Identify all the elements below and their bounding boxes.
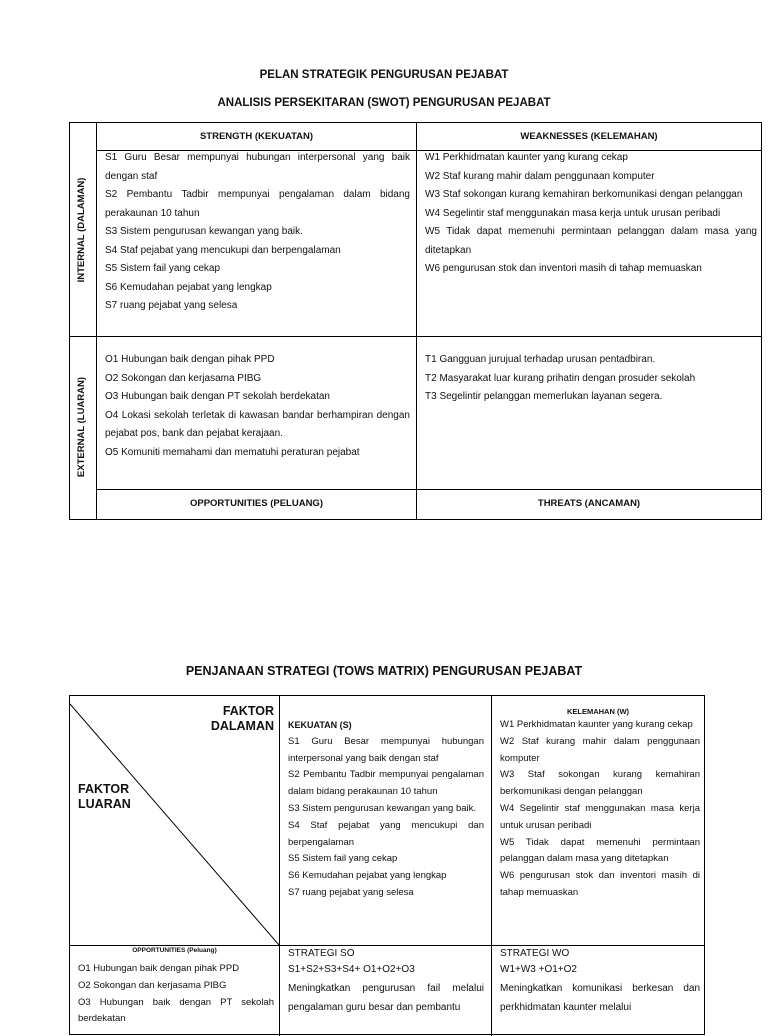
list-item: W4 Segelintir staf menggunakan masa kerja untuk urusan peribadi [500,802,700,831]
weakness-header: WEAKNESSES (KELEMAHAN) [520,131,658,142]
list-item: S2 Pembantu Tadbir mempunyai pengalaman dalam bidang perakaunan 10 tahun [288,769,484,798]
threat-header: THREATS (ANCAMAN) [537,498,641,509]
swot-title: ANALISIS PERSEKITARAN (SWOT) PENGURUSAN PEJABAT [217,97,551,109]
threat-list [425,351,757,407]
strategi-so-text: Meningkatkan pengurusan fail melalui pengalaman guru besar dan pembantu [288,983,484,1013]
list-item: W2 Staf kurang mahir dalam penggunaan komputer [425,170,655,182]
list-item: W5 Tidak dapat memenuhi permintaan pelanggan dalam masa yang ditetapkan [500,836,700,865]
list-item: W4 Segelintir staf menggunakan masa kerja untuk urusan peribadi [425,207,721,219]
list-item: T1 Gangguan jurujual terhadap urusan pentadbiran. [425,354,656,365]
list-item: O3 Hubungan baik dengan PT sekolah berdekatan [78,996,274,1025]
list-item: S6 Kemudahan pejabat yang lengkap [288,870,447,882]
opportunity-list [105,351,410,462]
strategi-wo-cell [500,948,700,1017]
strategi-so-formula: S1+S2+S3+S4+ O1+O2+O3 [288,964,415,975]
swot-table [69,122,762,520]
list-item: S1 Guru Besar mempunyai hubungan interpersonal yang baik dengan staf [288,735,484,764]
list-item: W2 Staf kurang mahir dalam penggunaan komputer [500,735,700,764]
list-item: S2 Pembantu Tadbir mempunyai pengalaman dalam bidang perakaunan 10 tahun [105,189,410,219]
list-item: T3 Segelintir pelanggan memerlukan layanan segera. [425,391,663,402]
strategi-so-title: STRATEGI SO [288,948,355,959]
list-item: S1 Guru Besar mempunyai hubungan interpersonal yang baik dengan staf [105,152,410,182]
kelemahan-header: KELEMAHAN (W) [566,707,630,716]
list-item: S7 ruang pejabat yang selesa [288,886,414,898]
weakness-list [425,149,757,279]
strategi-wo-formula: W1+W3 +O1+O2 [500,964,577,975]
list-item: S3 Sistem pengurusan kewangan yang baik. [105,226,303,237]
list-item: S5 Sistem fail yang cekap [105,263,221,274]
list-item: O4 Lokasi sekolah terletak di kawasan bandar berhampiran dengan pejabat pos, bank dan pejabat kerajaan. [105,409,410,439]
list-item: O2 Sokongan dan kerjasama PIBG [78,979,227,991]
internal-label: INTERNAL (DALAMAN) [76,177,87,283]
opportunities-header: OPPORTUNITIES (Peluang) [132,947,217,954]
list-item: O1 Hubungan baik dengan pihak PPD [78,963,240,974]
tows-opportunity-cell [78,961,274,1028]
list-item: O5 Komuniti memahami dan mematuhi peraturan pejabat [105,446,360,458]
strategi-so-cell [288,948,484,1017]
kekuatan-header: KEKUATAN (S) [288,720,352,730]
list-item: W3 Staf sokongan kurang kemahiran berkomunikasi dengan pelanggan [500,769,700,798]
faktor-luaran-label: FAKTOR LUARAN [78,782,131,811]
list-item: S6 Kemudahan pejabat yang lengkap [105,281,272,293]
opportunity-header: OPPORTUNITIES (PELUANG) [189,498,323,509]
list-item: O3 Hubungan baik dengan PT sekolah berdekatan [105,391,330,402]
tows-table [69,695,705,1035]
document-title: PELAN STRATEGIK PENGURUSAN PEJABAT [259,69,509,81]
list-item: T2 Masyarakat luar kurang prihatin dengan prosuder sekolah [425,372,696,384]
faktor-dalaman-label: FAKTOR DALAMAN [210,704,274,733]
list-item: W6 pengurusan stok dan inventori masih di tahap memuaskan [425,263,702,274]
list-item: W6 pengurusan stok dan inventori masih di tahap memuaskan [500,870,700,898]
list-item: W5 Tidak dapat memenuhi permintaan pelanggan dalam masa yang ditetapkan [425,226,757,256]
tows-strength-cell [288,717,484,902]
list-item: W1 Perkhidmatan kaunter yang kurang cekap [425,152,628,163]
list-item: O1 Hubungan baik dengan pihak PPD [105,354,275,365]
strength-header: STRENGTH (KEKUATAN) [199,131,314,142]
list-item: W3 Staf sokongan kurang kemahiran berkomunikasi dengan pelanggan [425,189,743,200]
list-item: S7 ruang pejabat yang selesa [105,300,238,311]
tows-weakness-cell [500,717,700,902]
strategi-wo-text: Meningkatkan komunikasi berkesan dan perkhidmatan kaunter melalui [500,983,700,1013]
list-item: S4 Staf pejabat yang mencukupi dan berpengalaman [288,819,484,848]
list-item: S4 Staf pejabat yang mencukupi dan berpengalaman [105,244,341,256]
list-item: S3 Sistem pengurusan kewangan yang baik. [288,802,477,814]
list-item: W1 Perkhidmatan kaunter yang kurang cekap [500,719,693,730]
strategi-wo-title: STRATEGI WO [500,948,570,959]
list-item: O2 Sokongan dan kerjasama PIBG [105,372,262,384]
list-item: S5 Sistem fail yang cekap [288,853,398,865]
strength-list [105,149,410,316]
tows-title: PENJANAAN STRATEGI (TOWS MATRIX) PENGURUSAN PEJABAT [185,664,583,678]
external-label: EXTERNAL (LUARAN) [76,376,87,478]
